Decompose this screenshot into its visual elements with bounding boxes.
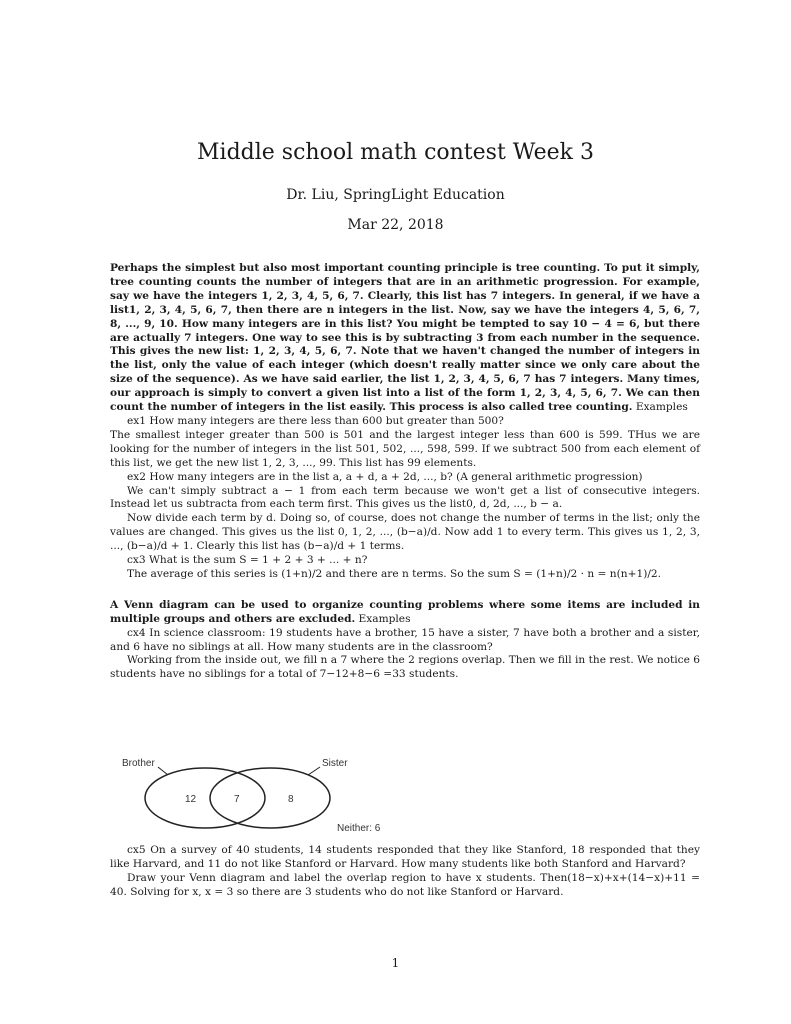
venn-right-only-value: 8 (288, 794, 294, 805)
venn-right-pointer (308, 767, 320, 775)
body-text (110, 262, 700, 682)
body-text-continued (110, 844, 700, 900)
ex1-answer: The smallest integer greater than 500 is 501 and the largest integer less than 600 is 599. THus we are looking for the number of integers in the list 501, 502, ..., 598, 599. If we subtract 500 from each element of this list, we get the new list 1, 2, 3, ..., 99. This list has 99 elements. (110, 428, 700, 469)
ex4-answer: Working from the inside out, we fill n a 7 where the 2 regions overlap. Then we fill in the rest. We notice 6 students have no siblings for a total of 7−12+8−6 =33 students. (110, 654, 700, 681)
document-title: Middle school math contest Week 3 (197, 140, 594, 165)
venn-intro-paragraph (110, 599, 700, 627)
document-date: Mar 22, 2018 (347, 217, 444, 233)
venn-diagram (110, 755, 410, 835)
ex5-answer: Draw your Venn diagram and label the overlap region to have x students. Then(18−x)+x+(14−x)+11 = 40. Solving for x, x = 3 so there are 3 students who do not like Stanford or Harvard. (110, 871, 700, 898)
intro-paragraph (110, 262, 700, 415)
intro-bold-text: Perhaps the simplest but also most important counting principle is tree counting. To put it simply, tree counting counts the number of integers that are in an arithmetic progression. For example, say we have the integers 1, 2, 3, 4, 5, 6, 7. Clearly, this list has 7 integers. In general, if we have a list1, 2, 3, 4, 5, 6, 7, then there are n integers in the list. Now, say we have the integers 4, 5, 6, 7, 8, ..., 9, 10. How many integers are in this list? You might be tempted to say 10 − 4 = 6, but there are actually 7 integers. One way to see this is by subtracting 3 from each number in the sequence. This gives the new list: 1, 2, 3, 4, 5, 6, 7. Note that we haven't changed the number of integers in the list, only the value of each integer (which doesn't really matter since we only care about the size of the sequence). As we have said earlier, the list 1, 2, 3, 4, 5, 6, 7 has 7 integers. Many times, our approach is simply to convert a given list into a list of the form 1, 2, 3, 4, 5, 6, 7. We can then count the number of integers in the list easily. This process is also called tree counting. (110, 262, 700, 414)
venn-label-brother: Brother (122, 758, 155, 769)
intro-examples-label: Examples (632, 401, 688, 414)
venn-left-pointer (158, 767, 168, 775)
ex2-answer-1: We can't simply subtract a − 1 from each term because we won't get a list of consecutive integers. Instead let us subtracta from each term first. This gives us the list0, d, 2d, ..., b − a. (110, 484, 700, 511)
venn-overlap-value: 7 (234, 794, 240, 805)
ex1-question: ex1 How many integers are there less than 600 but greater than 500? (127, 414, 504, 427)
ex2-question: ex2 How many integers are in the list a, a + d, a + 2d, ..., b? (A general arithmetic progression) (127, 470, 643, 483)
venn-svg (110, 755, 410, 835)
ex4-question: cx4 In science classroom: 19 students have a brother, 15 have a sister, 7 have both a brother and a sister, and 6 have no siblings at all. How many students are in the classroom? (110, 626, 700, 653)
page-number: 1 (391, 956, 400, 970)
venn-intro-bold-text: A Venn diagram can be used to organize counting problems where some items are included in multiple groups and others are excluded. (110, 598, 700, 625)
venn-left-circle (145, 768, 265, 828)
ex5-question: cx5 On a survey of 40 students, 14 students responded that they like Stanford, 18 responded that they like Harvard, and 11 do not like Stanford or Harvard. How many students like both Stanford and Harvard? (110, 844, 700, 870)
venn-label-sister: Sister (322, 758, 348, 769)
venn-examples-label: Examples (355, 612, 411, 625)
venn-right-circle (210, 768, 330, 828)
ex3-answer: The average of this series is (1+n)/2 and there are n terms. So the sum S = (1+n)/2 · n = n(n+1)/2. (127, 567, 662, 580)
section-gap (110, 582, 700, 599)
document-author: Dr. Liu, SpringLight Education (286, 187, 505, 203)
venn-neither-value: Neither: 6 (337, 823, 381, 834)
venn-left-only-value: 12 (185, 794, 197, 805)
ex3-question: cx3 What is the sum S = 1 + 2 + 3 + ... + n? (127, 554, 368, 567)
ex2-answer-2: Now divide each term by d. Doing so, of course, does not change the number of terms in the list; only the values are changed. This gives us the list 0, 1, 2, ..., (b−a)/d. Now add 1 to every term. This gives us 1, 2, 3, ..., (b−a)/d + 1. Clearly this list has (b−a)/d + 1 terms. (110, 512, 700, 553)
